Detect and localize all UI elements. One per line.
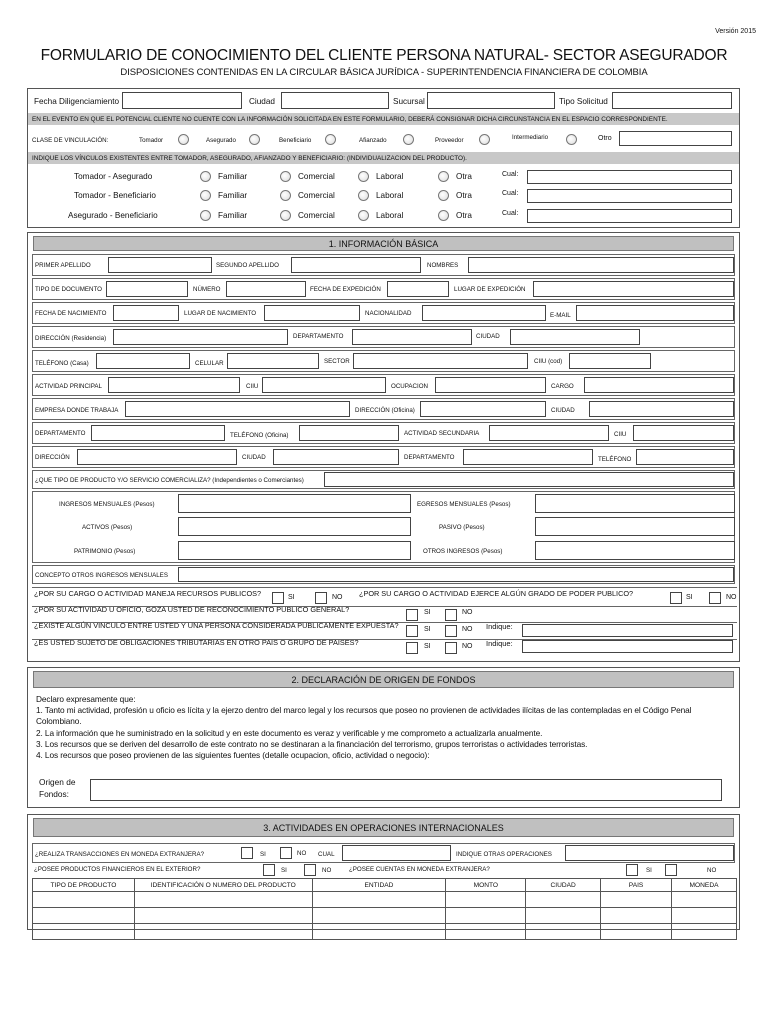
fecha-nac-field[interactable] bbox=[113, 305, 179, 321]
radio-proveedor[interactable] bbox=[479, 134, 490, 145]
q-reconocimiento: ¿POR SU ACTIVIDAD U OFICIO, GOZA USTED DE RECONOCIMIENTO PUBLICO GENERAL? bbox=[34, 605, 350, 614]
posee-ctas-label: ¿POSEE CUENTAS EN MONEDA EXTRANJERA? bbox=[349, 866, 490, 873]
sucursal-label: Sucursal bbox=[393, 97, 425, 106]
si-label: SI bbox=[281, 867, 287, 874]
empresa-label: EMPRESA DONDE TRABAJA bbox=[35, 407, 119, 414]
departamento-field[interactable] bbox=[352, 329, 472, 345]
cargo-field[interactable] bbox=[584, 377, 734, 393]
concepto-field[interactable] bbox=[178, 567, 734, 582]
indique-label: Indique: bbox=[486, 622, 513, 631]
opt-otra: Otra bbox=[456, 172, 472, 181]
recursos-no-checkbox[interactable] bbox=[315, 592, 327, 604]
row-telefonos bbox=[32, 350, 735, 372]
ciudad3-label: CIUDAD bbox=[242, 454, 266, 461]
section-3-header: 3. ACTIVIDADES EN OPERACIONES INTERNACIONALES bbox=[33, 818, 734, 837]
departamento3-label: DEPARTAMENTO bbox=[404, 454, 455, 461]
row-nacimiento bbox=[32, 302, 735, 324]
radio-comercial[interactable] bbox=[280, 190, 291, 201]
actividad-principal-label: ACTIVIDAD PRINCIPAL bbox=[35, 383, 102, 390]
declaracion-intro: Declaro expresamente que: bbox=[36, 694, 136, 704]
ciudad-label: Ciudad bbox=[249, 97, 275, 106]
opt-familiar: Familiar bbox=[218, 191, 248, 200]
row-direccion bbox=[32, 446, 735, 468]
ciudad-label: CIUDAD bbox=[476, 333, 500, 340]
col-pais: PAIS bbox=[601, 879, 672, 892]
radio-beneficiario[interactable] bbox=[325, 134, 336, 145]
pep-si-checkbox[interactable] bbox=[406, 625, 418, 637]
direccion-ofi-field[interactable] bbox=[420, 401, 546, 417]
direccion-ofi-label: DIRECCIÓN (Oficina) bbox=[355, 407, 415, 414]
opt-comercial: Comercial bbox=[298, 191, 335, 200]
q-recursos-publicos: ¿POR SU CARGO O ACTIVIDAD MANEJA RECURSOS PUBLICOS? bbox=[34, 589, 262, 598]
posee-prod-label: ¿POSEE PRODUCTOS FINANCIEROS EN EL EXTERIOR? bbox=[34, 866, 201, 873]
col-monto: MONTO bbox=[446, 879, 526, 892]
table-cell[interactable] bbox=[33, 892, 135, 908]
opt-comercial: Comercial bbox=[298, 211, 335, 220]
telefono-label: TELÉFONO bbox=[598, 456, 632, 463]
lugar-nac-label: LUGAR DE NACIMIENTO bbox=[184, 310, 257, 317]
activos-label: ACTIVOS (Pesos) bbox=[82, 524, 133, 531]
opt-familiar: Familiar bbox=[218, 211, 248, 220]
radio-familiar[interactable] bbox=[200, 190, 211, 201]
numero-field[interactable] bbox=[226, 281, 306, 297]
departamento2-field[interactable] bbox=[91, 425, 225, 441]
clase-label: CLASE DE VINCULACIÓN: bbox=[32, 137, 109, 144]
radio-laboral[interactable] bbox=[358, 210, 369, 221]
ingresos-label: INGRESOS MENSUALES (Pesos) bbox=[59, 501, 155, 508]
table-cell[interactable] bbox=[33, 908, 135, 924]
tributarias-no-checkbox[interactable] bbox=[445, 642, 457, 654]
opt-familiar: Familiar bbox=[218, 172, 248, 181]
section-2-header: 2. DECLARACIÓN DE ORIGEN DE FONDOS bbox=[33, 671, 734, 688]
radio-laboral[interactable] bbox=[358, 190, 369, 201]
indique-band bbox=[28, 152, 739, 164]
telefono-casa-field[interactable] bbox=[96, 353, 190, 369]
form-subtitle: DISPOSICIONES CONTENIDAS EN LA CIRCULAR BÁSICA JURÍDICA - SUPERINTENDENCIA FINANCIERA DE COLOMBIA bbox=[120, 67, 648, 78]
table-cell[interactable] bbox=[33, 924, 135, 940]
si-label: SI bbox=[424, 609, 431, 616]
fecha-field[interactable] bbox=[122, 92, 242, 109]
table-cell[interactable] bbox=[446, 892, 526, 908]
ciiu2-field[interactable] bbox=[633, 425, 734, 441]
nacionalidad-label: NACIONALIDAD bbox=[365, 310, 412, 317]
radio-familiar[interactable] bbox=[200, 171, 211, 182]
prod-no-checkbox[interactable] bbox=[304, 864, 316, 876]
departamento-label: DEPARTAMENTO bbox=[293, 333, 344, 340]
patrimonio-label: PATRIMONIO (Pesos) bbox=[74, 548, 136, 555]
opt-otra: Otra bbox=[456, 211, 472, 220]
pep-indique-field[interactable] bbox=[522, 624, 733, 637]
radio-afianzado[interactable] bbox=[403, 134, 414, 145]
declaracion-text bbox=[36, 694, 731, 761]
ciiu-field[interactable] bbox=[262, 377, 386, 393]
poder-no-checkbox[interactable] bbox=[709, 592, 721, 604]
ocupacion-field[interactable] bbox=[435, 377, 546, 393]
no-label: NO bbox=[332, 594, 343, 601]
email-label: E-MAIL bbox=[550, 312, 571, 319]
tipo-solicitud-field[interactable] bbox=[612, 92, 732, 109]
otros-ingresos-label: OTROS INGRESOS (Pesos) bbox=[423, 548, 503, 555]
realiza-label: ¿REALIZA TRANSACCIONES EN MONEDA EXTRANJERA? bbox=[35, 851, 205, 858]
table-cell[interactable] bbox=[672, 892, 737, 908]
tributarias-indique-field[interactable] bbox=[522, 640, 733, 653]
tributarias-si-checkbox[interactable] bbox=[406, 642, 418, 654]
table-row bbox=[33, 924, 737, 940]
table-cell[interactable] bbox=[134, 892, 312, 908]
row-actividad bbox=[32, 374, 735, 396]
table-cell[interactable] bbox=[134, 908, 312, 924]
row-residencia bbox=[32, 326, 735, 348]
row-productos-exterior bbox=[32, 863, 737, 877]
ciiu-cod-label: CIIU (cod) bbox=[534, 358, 563, 365]
section-operaciones-internacionales bbox=[27, 814, 740, 930]
opt-laboral: Laboral bbox=[376, 172, 404, 181]
table-cell[interactable] bbox=[526, 892, 601, 908]
cual-label: CUAL bbox=[318, 851, 335, 858]
q-vinculo-pep: ¿EXISTE ALGÚN VINCULO ENTRE USTED Y UNA PERSONA CONSIDERADA PUBLICAMENTE EXPUESTA? bbox=[34, 621, 399, 630]
q-poder-publico: ¿POR SU CARGO O ACTIVIDAD EJERCE ALGÚN GRADO DE PODER PUBLICO? bbox=[359, 589, 634, 598]
radio-tomador[interactable] bbox=[178, 134, 189, 145]
section-1-header: 1. INFORMACIÓN BÁSICA bbox=[33, 236, 734, 251]
no-label: NO bbox=[707, 867, 717, 874]
fecha-nac-label: FECHA DE NACIMIENTO bbox=[35, 310, 107, 317]
row-apellidos bbox=[32, 254, 735, 276]
nacionalidad-field[interactable] bbox=[422, 305, 546, 321]
radio-comercial[interactable] bbox=[280, 171, 291, 182]
realiza-si-checkbox[interactable] bbox=[241, 847, 253, 859]
actividad-principal-field[interactable] bbox=[108, 377, 240, 393]
email-field[interactable] bbox=[576, 305, 734, 321]
sector-field[interactable] bbox=[353, 353, 528, 369]
tipo-doc-label: TIPO DE DOCUMENTO bbox=[35, 286, 102, 293]
table-cell[interactable] bbox=[446, 908, 526, 924]
radio-laboral[interactable] bbox=[358, 171, 369, 182]
q-tributarias: ¿ES USTED SUJETO DE OBLIGACIONES TRIBUTARIAS EN OTRO PAIS O GRUPO DE PAISES? bbox=[34, 638, 359, 647]
indique-otras-label: INDIQUE OTRAS OPERACIONES bbox=[456, 851, 552, 858]
ciudad2-label: CIUDAD bbox=[551, 407, 575, 414]
ciiu-label: CIIU bbox=[246, 383, 259, 390]
ctas-si-checkbox[interactable] bbox=[626, 864, 638, 876]
table-row bbox=[33, 908, 737, 924]
ctas-no-checkbox[interactable] bbox=[665, 864, 677, 876]
top-section bbox=[27, 88, 740, 228]
no-label: NO bbox=[462, 609, 473, 616]
otros-ingresos-field[interactable] bbox=[535, 541, 735, 560]
fecha-exp-field[interactable] bbox=[387, 281, 449, 297]
col-tipo-producto: TIPO DE PRODUCTO bbox=[33, 879, 135, 892]
departamento3-field[interactable] bbox=[463, 449, 593, 465]
table-cell[interactable] bbox=[312, 924, 446, 940]
fecha-label: Fecha Diligenciamiento bbox=[34, 97, 120, 106]
ciudad-field[interactable] bbox=[510, 329, 640, 345]
ciudad2-field[interactable] bbox=[589, 401, 734, 417]
tipo-doc-field[interactable] bbox=[106, 281, 188, 297]
indique-label: Indique: bbox=[486, 639, 513, 648]
celular-label: CELULAR bbox=[195, 360, 224, 367]
origen-label-1: Origen de bbox=[39, 777, 76, 787]
radio-otra[interactable] bbox=[438, 171, 449, 182]
segundo-apellido-field[interactable] bbox=[291, 257, 421, 273]
direccion-field[interactable] bbox=[77, 449, 237, 465]
egresos-field[interactable] bbox=[535, 494, 735, 513]
col-moneda: MONEDA bbox=[672, 879, 737, 892]
direccion-res-label: DIRECCIÓN (Residencia) bbox=[35, 335, 107, 342]
ocupacion-label: OCUPACION bbox=[391, 383, 429, 390]
table-cell[interactable] bbox=[526, 908, 601, 924]
row-concepto bbox=[32, 565, 735, 584]
evento-band bbox=[28, 113, 739, 125]
table-row bbox=[33, 892, 737, 908]
poder-si-checkbox[interactable] bbox=[670, 592, 682, 604]
que-tipo-label: ¿QUE TIPO DE PRODUCTO Y/O SERVICIO COMERCIALIZA? (Independientes o Comerciantes) bbox=[35, 477, 304, 484]
indique-otras-field[interactable] bbox=[565, 845, 734, 861]
cual-label: Cual: bbox=[502, 190, 519, 197]
declaracion-p3: 3. Los recursos que se deriven del desarrollo de este contrato no se destinaran a la financiación del terrorismo, grupos terroristas o actividades terroristas. bbox=[36, 738, 588, 749]
declaracion-p2: 2. La información que he suministrado en la solicitud y en este documento es veraz y verificable y me comprometo a actualizarla anualmente. bbox=[36, 727, 543, 738]
vinculo-label: Asegurado - Beneficiario bbox=[68, 211, 158, 220]
opt-laboral: Laboral bbox=[376, 211, 404, 220]
pep-no-checkbox[interactable] bbox=[445, 625, 457, 637]
numero-label: NÚMERO bbox=[193, 286, 221, 293]
radio-familiar[interactable] bbox=[200, 210, 211, 221]
celular-field[interactable] bbox=[227, 353, 319, 369]
form-title: FORMULARIO DE CONOCIMIENTO DEL CLIENTE PERSONA NATURAL- SECTOR ASEGURADOR bbox=[40, 47, 728, 64]
tipo-solicitud-label: Tipo Solicitud bbox=[559, 97, 608, 106]
realiza-no-checkbox[interactable] bbox=[280, 847, 292, 859]
primer-apellido-field[interactable] bbox=[108, 257, 212, 273]
table-cell[interactable] bbox=[312, 908, 446, 924]
segundo-apellido-label: SEGUNDO APELLIDO bbox=[216, 262, 279, 269]
no-label: NO bbox=[462, 626, 473, 633]
clase-opt-intermediario: Intermediario bbox=[512, 134, 549, 141]
ciiu-cod-field[interactable] bbox=[569, 353, 651, 369]
section-origen-fondos bbox=[27, 667, 740, 808]
concepto-label: CONCEPTO OTROS INGRESOS MENSUALES bbox=[35, 572, 168, 579]
clase-opt-beneficiario: Beneficiario bbox=[279, 137, 312, 144]
egresos-label: EGRESOS MENSUALES (Pesos) bbox=[417, 501, 511, 508]
productos-table bbox=[32, 878, 737, 940]
radio-intermediario[interactable] bbox=[566, 134, 577, 145]
departamento2-label: DEPARTAMENTO bbox=[35, 430, 86, 437]
clase-opt-otro: Otro bbox=[598, 135, 612, 142]
si-label: SI bbox=[646, 867, 652, 874]
actividad-sec-field[interactable] bbox=[489, 425, 609, 441]
clase-opt-proveedor: Proveedor bbox=[435, 137, 464, 144]
direccion-res-field[interactable] bbox=[113, 329, 288, 345]
declaracion-p4: 4. Los recursos que poseo provienen de las siguientes fuentes (detalle ocupacion, oficio, actividad o negocio): bbox=[36, 750, 430, 761]
no-label: NO bbox=[462, 643, 473, 650]
si-label: SI bbox=[424, 643, 431, 650]
row-oficina bbox=[32, 422, 735, 444]
col-identificacion: IDENTIFICACIÓN O NUMERO DEL PRODUCTO bbox=[134, 879, 312, 892]
cual-label: Cual: bbox=[502, 210, 519, 217]
otro-field[interactable] bbox=[619, 131, 732, 146]
radio-otra[interactable] bbox=[438, 190, 449, 201]
sucursal-field[interactable] bbox=[427, 92, 555, 109]
telefono-casa-label: TELÉFONO (Casa) bbox=[35, 360, 89, 367]
no-label: NO bbox=[322, 867, 332, 874]
lugar-nac-field[interactable] bbox=[264, 305, 360, 321]
table-cell[interactable] bbox=[526, 924, 601, 940]
evento-text: EN EL EVENTO EN QUE EL POTENCIAL CLIENTE NO CUENTE CON LA INFORMACIÓN SOLICITADA EN ESTE FORMULARIO, DEBERÁ CONSIGNAR DICHA CIRCUNSTANCIA EN EL ESPACIO CORRESPONDIENTE. bbox=[32, 116, 668, 123]
actividad-sec-label: ACTIVIDAD SECUNDARIA bbox=[404, 430, 480, 437]
sector-label: SECTOR bbox=[324, 358, 350, 365]
direccion-label: DIRECCIÓN bbox=[35, 454, 70, 461]
si-label: SI bbox=[424, 626, 431, 633]
opt-comercial: Comercial bbox=[298, 172, 335, 181]
questions-block bbox=[32, 587, 737, 657]
reconocimiento-si-checkbox[interactable] bbox=[406, 609, 418, 621]
col-entidad: ENTIDAD bbox=[312, 879, 446, 892]
cual-field[interactable] bbox=[527, 189, 732, 203]
lugar-exp-label: LUGAR DE EXPEDICIÓN bbox=[454, 286, 526, 293]
declaracion-p1: 1. Tanto mi actividad, profesión u oficio es lícita y la ejerzo dentro del marco legal y los recursos que poseo no provienen de actividades ilícitas de las contempladas en el Código Penal Colombiano. bbox=[36, 705, 692, 727]
telefono-ofi-field[interactable] bbox=[299, 425, 399, 441]
ingresos-field[interactable] bbox=[178, 494, 411, 513]
col-ciudad: CIUDAD bbox=[526, 879, 601, 892]
clase-opt-tomador: Tomador bbox=[139, 137, 164, 144]
table-cell[interactable] bbox=[312, 892, 446, 908]
ciudad-field[interactable] bbox=[281, 92, 389, 109]
no-label: NO bbox=[297, 850, 307, 857]
cual-field[interactable] bbox=[527, 170, 732, 184]
si-label: SI bbox=[260, 851, 266, 858]
activos-field[interactable] bbox=[178, 517, 411, 536]
si-label: SI bbox=[686, 594, 693, 601]
row-empresa bbox=[32, 398, 735, 420]
table-header-row bbox=[33, 879, 737, 892]
table-cell[interactable] bbox=[672, 924, 737, 940]
nombres-label: NOMBRES bbox=[427, 262, 459, 269]
fecha-exp-label: FECHA DE EXPEDICIÓN bbox=[310, 286, 381, 293]
indique-text: INDIQUE LOS VÍNCULOS EXISTENTES ENTRE TOMADOR, ASEGURADO, AFIANZADO Y BENEFICIARIO: (INDIVIDUALIZACION DEL PRODUCTO). bbox=[32, 155, 467, 162]
si-label: SI bbox=[288, 594, 295, 601]
vinculo-label: Tomador - Asegurado bbox=[74, 172, 153, 181]
prod-si-checkbox[interactable] bbox=[263, 864, 275, 876]
version-label: Versión 2015 bbox=[715, 28, 756, 35]
row-que-tipo bbox=[32, 470, 735, 489]
table-cell[interactable] bbox=[672, 908, 737, 924]
origen-label-2: Fondos: bbox=[39, 789, 69, 799]
patrimonio-field[interactable] bbox=[178, 541, 411, 560]
lugar-exp-field[interactable] bbox=[533, 281, 734, 297]
radio-asegurado[interactable] bbox=[249, 134, 260, 145]
table-cell[interactable] bbox=[601, 892, 672, 908]
que-tipo-field[interactable] bbox=[324, 472, 734, 487]
origen-fondos-field[interactable] bbox=[90, 779, 722, 801]
recursos-si-checkbox[interactable] bbox=[272, 592, 284, 604]
table-cell[interactable] bbox=[134, 924, 312, 940]
ciudad3-field[interactable] bbox=[273, 449, 399, 465]
telefono-ofi-label: TELÉFONO (Oficina) bbox=[230, 432, 289, 439]
radio-otra[interactable] bbox=[438, 210, 449, 221]
section-informacion-basica bbox=[27, 232, 740, 662]
cual-field[interactable] bbox=[527, 209, 732, 223]
telefono-field[interactable] bbox=[636, 449, 734, 465]
clase-opt-asegurado: Asegurado bbox=[206, 137, 236, 144]
no-label: NO bbox=[726, 594, 737, 601]
table-cell[interactable] bbox=[601, 924, 672, 940]
empresa-field[interactable] bbox=[125, 401, 350, 417]
financial-block bbox=[32, 491, 735, 563]
cargo-label: CARGO bbox=[551, 383, 574, 390]
opt-otra: Otra bbox=[456, 191, 472, 200]
row-documento bbox=[32, 278, 735, 300]
table-cell[interactable] bbox=[601, 908, 672, 924]
primer-apellido-label: PRIMER APELLIDO bbox=[35, 262, 91, 269]
cual-field[interactable] bbox=[342, 845, 451, 861]
table-cell[interactable] bbox=[446, 924, 526, 940]
nombres-field[interactable] bbox=[468, 257, 734, 273]
clase-opt-afianzado: Afianzado bbox=[359, 137, 387, 144]
row-moneda-extranjera bbox=[32, 843, 735, 863]
reconocimiento-no-checkbox[interactable] bbox=[445, 609, 457, 621]
ciiu2-label: CIIU bbox=[614, 431, 627, 438]
cual-label: Cual: bbox=[502, 171, 519, 178]
pasivo-label: PASIVO (Pesos) bbox=[439, 524, 485, 531]
radio-comercial[interactable] bbox=[280, 210, 291, 221]
vinculo-label: Tomador - Beneficiario bbox=[74, 191, 156, 200]
opt-laboral: Laboral bbox=[376, 191, 404, 200]
pasivo-field[interactable] bbox=[535, 517, 735, 536]
